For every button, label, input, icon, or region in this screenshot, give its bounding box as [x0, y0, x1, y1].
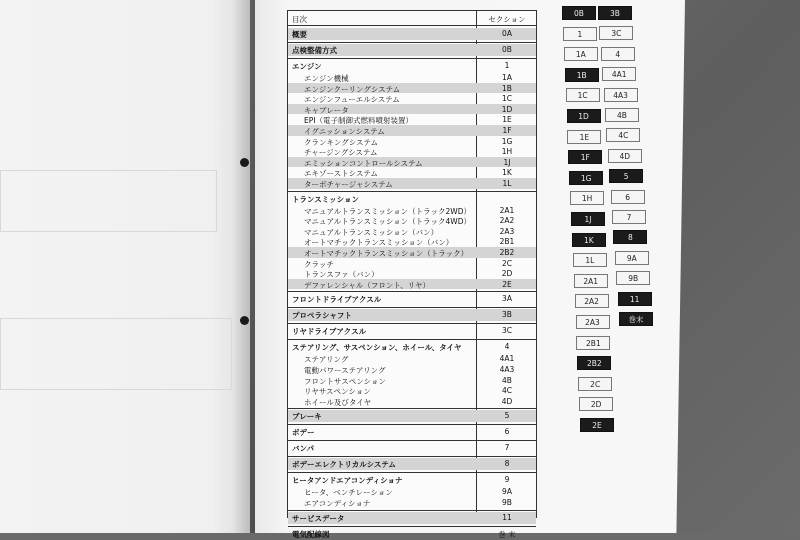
index-tab: 7 [612, 210, 646, 224]
toc-section-line [288, 526, 536, 527]
index-tab: 1K [572, 233, 606, 247]
toc-row-title: 点検整備方式 [292, 46, 337, 55]
toc-section-line [288, 58, 536, 59]
toc-row-title: サービスデータ [292, 513, 345, 523]
toc-row-code: 1F [502, 126, 512, 135]
toc-row-title: トランスファ（バン） [304, 270, 379, 280]
binder-hole-2 [240, 316, 249, 325]
toc-row-title: エキゾーストシステム [304, 169, 378, 179]
toc-row-code: 2E [502, 279, 512, 289]
toc-row-title: エンジンクーリングシステム [304, 84, 401, 94]
toc-row-code: 8 [504, 459, 510, 469]
toc-section-line [288, 291, 536, 292]
toc-row-code: 2A3 [499, 226, 515, 236]
toc-section-line [288, 408, 536, 409]
toc-row-code: 3C [501, 326, 512, 336]
toc-row-code: 1H [501, 147, 513, 157]
toc-table [287, 10, 537, 539]
toc-row-code: 5 [504, 411, 510, 421]
toc-row-code: 2B1 [499, 237, 515, 247]
toc-row-title: リヤドライブアクスル [292, 327, 367, 337]
index-tab: 4D [608, 149, 642, 163]
toc-row-code: 9 [504, 475, 510, 485]
index-tab: 2D [579, 397, 613, 411]
toc-section-line [288, 339, 536, 340]
index-tab: 9A [615, 251, 649, 265]
toc-row-title: エミッションコントロールシステム [304, 158, 423, 168]
index-tab: 4 [601, 47, 635, 61]
index-tab: 巻末 [619, 312, 653, 326]
toc-row-title: EPI（電子制御式燃料噴射装置） [304, 116, 413, 126]
index-tab: 2B1 [576, 336, 610, 350]
faint-box-1 [0, 170, 217, 232]
toc-row-code: 0A [502, 29, 512, 38]
toc-section-line [288, 440, 536, 441]
index-tab: 2E [580, 418, 614, 432]
toc-row-title: 概要 [292, 30, 307, 39]
binder-hole-1 [240, 158, 249, 167]
index-tab: 2C [578, 377, 612, 391]
toc-row-title: チャージングシステム [304, 148, 378, 158]
toc-row-code: 4B [502, 375, 512, 385]
index-tab: 1L [573, 253, 607, 267]
index-tab: 1J [571, 212, 605, 226]
toc-row-code: 4A1 [499, 354, 515, 364]
toc-row-code: 3A [502, 294, 512, 304]
index-tab: 4B [605, 108, 639, 122]
toc-row-title: イグニッションシステム [304, 127, 385, 136]
toc-row-title: エアコンディショナ [304, 499, 371, 508]
toc-row-title: ブレーキ [292, 412, 322, 422]
toc-row-title: エンジンフューエルシステム [304, 95, 400, 105]
toc-section-line [288, 42, 536, 43]
toc-row-code: 1C [501, 94, 512, 104]
toc-section-line [288, 424, 536, 425]
index-tab: 11 [618, 292, 652, 306]
toc-row-title: オートマチックトランスミッション（バン） [304, 238, 454, 248]
toc-row-title: トランスミッション [292, 194, 359, 204]
toc-row-title: フロントサスペンション [304, 376, 386, 386]
toc-row-code: 2A1 [499, 205, 515, 215]
toc-row-title: ステアリング [304, 355, 349, 365]
index-tab: 9B [616, 271, 650, 285]
toc-row-code: 2B2 [499, 248, 515, 257]
index-tab: 5 [609, 169, 643, 183]
toc-header-title: 目次 [292, 15, 307, 24]
toc-row-code: 9B [502, 498, 512, 507]
index-tab: 0B [562, 6, 596, 20]
index-tab: 4A1 [602, 67, 636, 81]
index-tab: 1E [567, 130, 601, 144]
toc-row-title: キャブレータ [304, 105, 349, 115]
index-tab: 1B [565, 68, 599, 82]
toc-row-code: 9A [502, 487, 512, 497]
toc-row-code: 1D [501, 104, 513, 114]
toc-row-title: クラッチ [304, 259, 334, 269]
toc-row-code: 4 [504, 342, 510, 352]
toc-row-code: 1A [502, 73, 512, 82]
index-tab: 1F [568, 150, 602, 164]
toc-row-title: オートマチックトランスミッション（トラック） [304, 249, 469, 258]
toc-section-line [288, 307, 536, 308]
index-tab: 1C [566, 88, 600, 102]
toc-row-code: 1E [502, 115, 512, 125]
toc-row-title: ボデーエレクトリカルシステム [292, 460, 396, 470]
toc-header-section: セクション [488, 15, 526, 24]
toc-row-title: ボデー [292, 428, 315, 438]
index-tab: 2B2 [577, 356, 611, 370]
toc-row-code: 7 [504, 443, 510, 453]
index-tab: 1G [569, 171, 603, 185]
toc-row-title: クランキングシステム [304, 137, 379, 147]
index-tab: 6 [611, 190, 645, 204]
toc-row-title: エンジン機械 [304, 74, 349, 83]
toc-row-code: 2D [501, 269, 513, 279]
toc-row-code: 1B [502, 83, 512, 93]
index-tab-strip [560, 0, 670, 533]
faint-box-2 [0, 318, 232, 390]
index-tab: 1 [563, 27, 597, 41]
toc-row-code: 1 [504, 61, 510, 70]
toc-row-title: リヤサスペンション [304, 387, 371, 397]
toc-section-line [288, 191, 536, 192]
toc-row-title: デファレンシャル（フロント、リヤ） [304, 280, 430, 290]
toc-row-code: 4C [501, 386, 512, 396]
toc-row-title: ヒータ、ベンチレーション [304, 488, 393, 498]
toc-row-title: マニュアルトランスミッション（トラック2WD） [304, 206, 471, 216]
toc-row-title: プロペラシャフト [292, 311, 352, 321]
index-tab: 1H [570, 191, 604, 205]
toc-row-code: 11 [502, 512, 512, 522]
index-tab: 4C [606, 128, 640, 142]
toc-row-code: 4D [501, 396, 513, 406]
toc-row-title: ターボチャージャシステム [304, 180, 393, 189]
toc-row-code: 2C [501, 258, 512, 268]
toc-row-code: 0B [502, 45, 512, 54]
toc-row-title: ホイール及びタイヤ [304, 397, 372, 407]
toc-row-title: フロントドライブアクスル [292, 295, 382, 305]
toc-row-code: 1G [501, 136, 513, 146]
toc-section-line [288, 323, 536, 324]
toc-row-code: 6 [504, 427, 510, 437]
toc-row-title: 電動パワーステアリング [304, 366, 386, 375]
index-tab: 1D [567, 109, 601, 123]
toc-row-code: 3B [502, 310, 512, 320]
index-tab: 3B [598, 6, 632, 20]
index-tab: 8 [613, 230, 647, 244]
toc-header-line [288, 25, 536, 26]
toc-row-title: マニュアルトランスミッション（バン） [304, 227, 439, 237]
toc-row-code: 4A3 [499, 365, 515, 374]
toc-row-code: 巻 末 [498, 529, 516, 539]
toc-row-code: 1J [503, 157, 511, 167]
index-tab: 4A3 [604, 88, 638, 102]
index-tab: 2A2 [575, 294, 609, 308]
toc-row-title: エンジン [292, 62, 322, 71]
index-tab: 1A [564, 47, 598, 61]
toc-row-code: 1K [502, 168, 512, 178]
toc-section-line [288, 456, 536, 457]
toc-section-line [288, 472, 536, 473]
toc-row-code: 2A2 [499, 216, 515, 226]
toc-section-line [288, 510, 536, 511]
toc-row-title: バンパ [292, 444, 314, 454]
toc-row-code: 1L [502, 179, 512, 188]
toc-row-title: マニュアルトランスミッション（トラック4WD） [304, 217, 471, 227]
left-page [0, 0, 250, 533]
toc-row-title: ヒータアンドエアコンディショナ [292, 476, 403, 486]
index-tab: 2A3 [576, 315, 610, 329]
index-tab: 2A1 [574, 274, 608, 288]
toc-row-title: ステアリング、サスペンション、ホイール、タイヤ [292, 343, 462, 353]
index-tab: 3C [599, 26, 633, 40]
toc-row-title: 電気配線図 [292, 529, 330, 539]
